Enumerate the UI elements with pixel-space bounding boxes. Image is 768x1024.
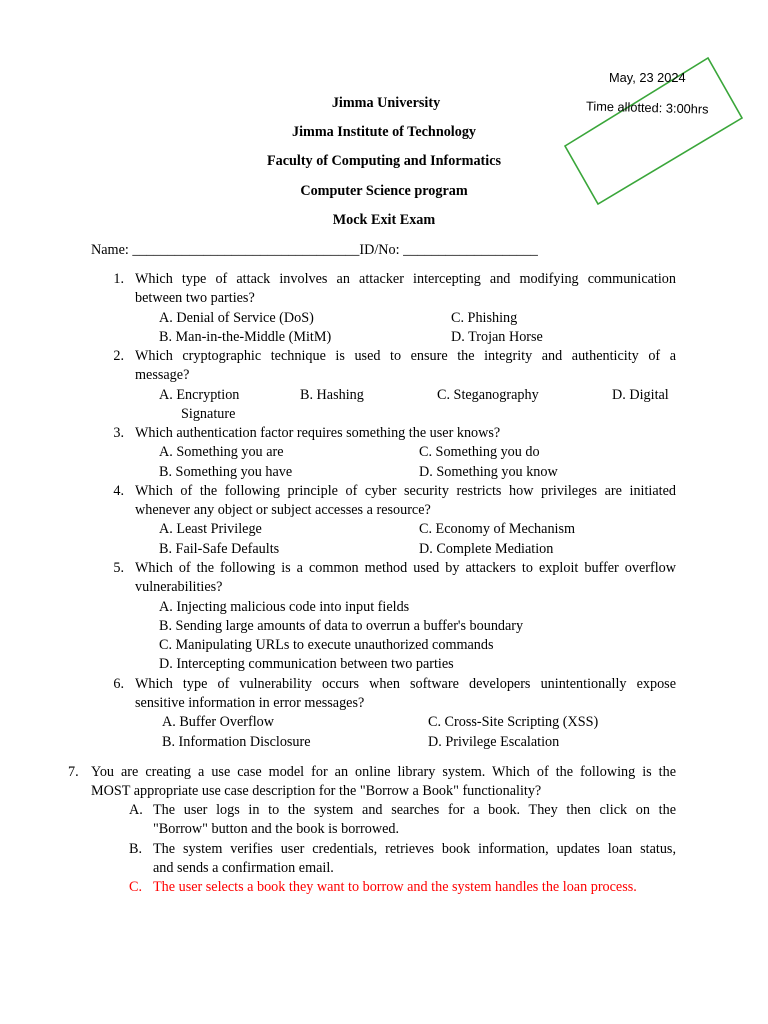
option-d: D. Trojan Horse (451, 329, 543, 345)
option-c: C. Phishing (451, 310, 518, 326)
question-number: 7. (68, 764, 79, 780)
question-text: whenever any object or subject accesses a resource? (135, 502, 431, 518)
question-text: You are creating a use case model for an online library system. Which of the following is the (91, 764, 676, 780)
question-text: Which type of attack involves an attacker intercepting and modifying communication (135, 271, 676, 287)
time-allotted: Time allotted: 3:00hrs (585, 98, 709, 117)
option-c: C. Economy of Mechanism (419, 521, 576, 537)
institute-name: Jimma Institute of Technology (291, 124, 477, 140)
option-a: A. Buffer Overflow (162, 714, 275, 730)
option-d: D. Something you know (419, 464, 558, 480)
option-b: B. Fail-Safe Defaults (159, 541, 280, 557)
option-c: C. Cross-Site Scripting (XSS) (428, 714, 599, 730)
option-c: C. Something you do (419, 444, 540, 460)
question-number: 6. (113, 676, 124, 692)
question-text: Which of the following principle of cyber security restricts how privileges are initiated (135, 483, 676, 499)
university-name: Jimma University (331, 95, 441, 111)
option-b-continued: and sends a confirmation email. (153, 860, 334, 876)
question-text: Which of the following is a common method used by attackers to exploit buffer overflow (135, 560, 676, 576)
option-a: The user logs in to the system and searches for a book. They then click on the (153, 802, 676, 818)
option-c: C. Steganography (437, 387, 539, 403)
option-d: D. Complete Mediation (419, 541, 554, 557)
option-c-letter-answer: C. (129, 879, 143, 895)
option-d: D. Intercepting communication between two parties (159, 656, 454, 672)
question-text: between two parties? (135, 290, 255, 306)
option-a: A. Denial of Service (DoS) (159, 310, 314, 326)
option-d: D. Privilege Escalation (428, 734, 560, 750)
question-text: MOST appropriate use case description for the "Borrow a Book" functionality? (91, 783, 542, 799)
option-b: The system verifies user credentials, retrieves book information, updates loan status, (153, 841, 676, 857)
option-b: B. Sending large amounts of data to overrun a buffer's boundary (159, 618, 524, 634)
option-c: C. Manipulating URLs to execute unauthorized commands (159, 637, 494, 653)
option-a: A. Injecting malicious code into input fields (159, 599, 410, 615)
exam-title: Mock Exit Exam (332, 212, 436, 228)
option-b: B. Something you have (159, 464, 293, 480)
name-id-line: Name: ________________________________ID/No: ___________________ (91, 242, 538, 258)
faculty-name: Faculty of Computing and Informatics (266, 153, 502, 169)
program-name: Computer Science program (300, 183, 468, 199)
option-b: B. Man-in-the-Middle (MitM) (159, 329, 332, 345)
question-number: 2. (113, 348, 124, 364)
question-number: 4. (113, 483, 124, 499)
option-a-letter: A. (129, 802, 143, 818)
option-c-answer: The user selects a book they want to borrow and the system handles the loan process. (153, 879, 637, 895)
question-text: sensitive information in error messages? (135, 695, 365, 711)
option-d: D. Digital (612, 387, 669, 403)
option-a-continued: "Borrow" button and the book is borrowed. (153, 821, 400, 837)
option-a: A. Encryption (159, 387, 240, 403)
option-b: B. Hashing (300, 387, 364, 403)
question-text: vulnerabilities? (135, 579, 223, 595)
option-b-letter: B. (129, 841, 143, 857)
question-text: message? (135, 367, 190, 383)
option-a: A. Least Privilege (159, 521, 262, 537)
option-a: A. Something you are (159, 444, 284, 460)
option-d-continued: Signature (181, 406, 236, 422)
question-text: Which type of vulnerability occurs when software developers unintentionally expose (135, 676, 676, 692)
question-number: 1. (113, 271, 124, 287)
question-text: Which cryptographic technique is used to ensure the integrity and authenticity of a (135, 348, 676, 364)
question-number: 5. (113, 560, 124, 576)
question-text: Which authentication factor requires something the user knows? (135, 425, 501, 441)
exam-date: May, 23 2024 (609, 70, 686, 85)
option-b: B. Information Disclosure (162, 734, 311, 750)
question-number: 3. (113, 425, 124, 441)
